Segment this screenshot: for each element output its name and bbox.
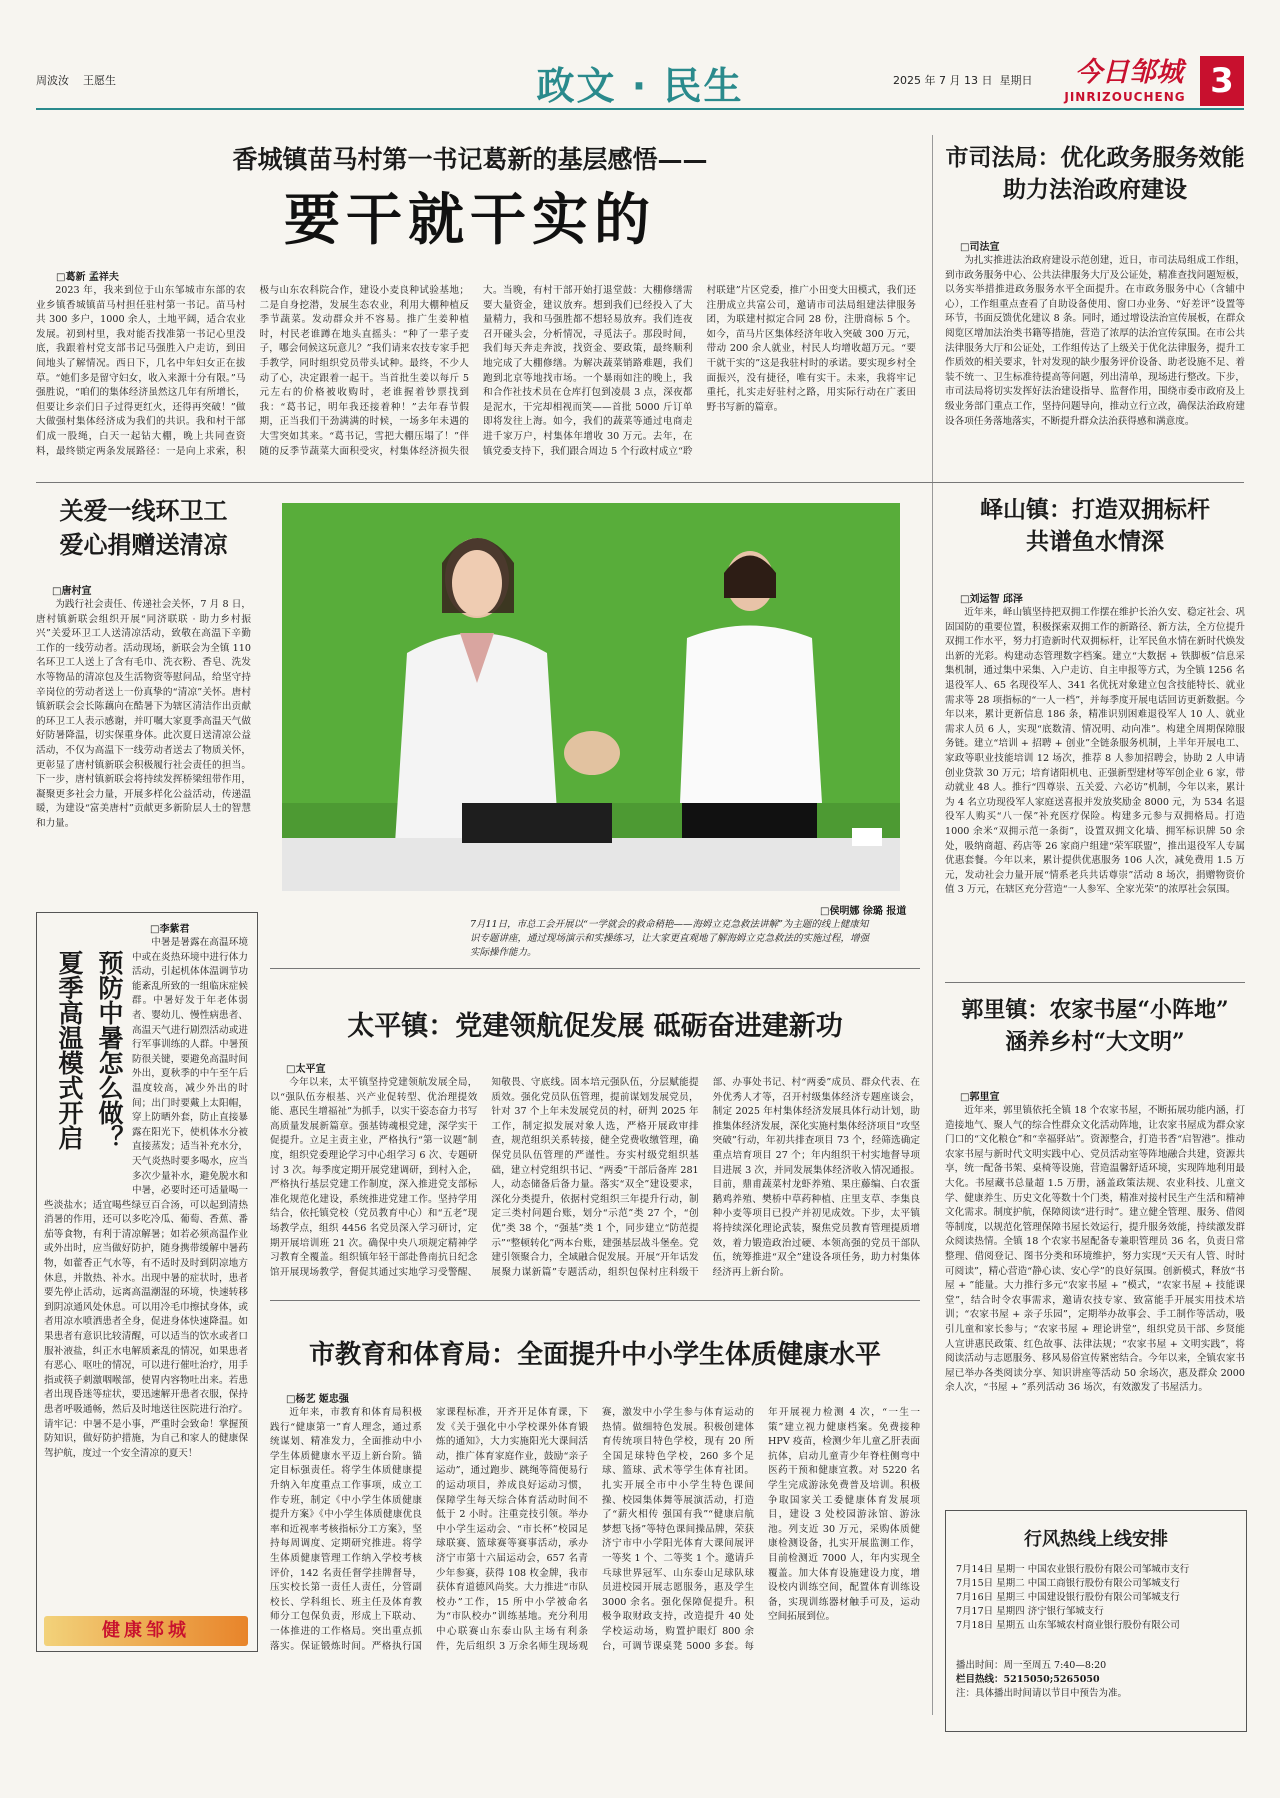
hotline-box	[945, 1510, 1247, 1732]
editor-name: 周波汝	[36, 74, 69, 87]
hotline-date: 7月16日	[956, 1592, 994, 1603]
heatstroke-title-spacer	[44, 936, 132, 1196]
hotline-broadcast-time: 播出时间：周一至周五 7:40—8:20	[956, 1660, 1107, 1671]
newspaper-logo-en: JINRIZOUCHENG	[1064, 90, 1186, 104]
fengshan-title	[945, 494, 1245, 558]
sanitation-title-line1: 关爱一线环卫工	[59, 496, 228, 525]
fengshan-byline: □刘运智 邱泽	[960, 594, 1023, 605]
library-title-line1: 郭里镇：农家书屋“小阵地”	[961, 997, 1229, 1023]
heatstroke-title-b: 夏季高温模式开启	[55, 950, 84, 1150]
judicial-title-line1: 市司法局：优化政务服务效能	[945, 144, 1245, 171]
fengshan-body	[945, 606, 1245, 978]
section-rule-3	[945, 982, 1245, 983]
education-body	[270, 1406, 920, 1726]
issue-weekday: 星期日	[999, 74, 1033, 87]
hotline-org: 中国农业银行股份有限公司邹城市支行	[1027, 1564, 1190, 1575]
hotline-note: 注：具体播出时间请以节目中预告为准。	[956, 1688, 1128, 1699]
lead-body-text: 2023 年，我来到位于山东邹城市东部的农业乡镇香城镇苗马村担任驻村第一书记。苗马村共 300 多户，1000 余人，土地平阔，适合农业发展。初到村里，我对能否找准第一书记心里没底，我跟着村党支部书记马强胜入户走访，到田间地头了解情况。西日下，几名中年妇女正在拔草。“她们多是留守妇女，收入来源十分有限。”马强胜说，“咱们的集体经济虽然这几年有所增长，但要让乡亲们日子过得更红火，还得再突破！”做大做强村集体经济成为我们的共识。我和村干部们成一股绳，白天一起钻大棚，晚上共同查资料，最终锁定两条发展路径：一是向上求索，积极与山东农科院合作，建设小麦良种试验基地；二是自身挖潜，发展生态农业，利用大棚种植反季节蔬菜。发动群众并不容易。推广生姜种植时，村民老谁蹲在地头直摇头：“种了一辈子麦子，哪会伺候这玩意儿？”我们请来农技专家手把手教学，同时组织党员带头试种。最终，不少人动了心，决定跟着一起干。当首批生姜以每斤 5 元左右的价格被收购时，老谁握着钞票找到我：“葛书记，明年我还接着种！”去年春节假期，正当我们干劲满满的时候，一场多年未遇的大雪突如其来。“葛书记，雪把大棚压塌了！”伴随的反季节蔬菜大面积受灾，村集体经济损失很大。当晚，有村干部开始打退堂鼓：大棚修缮需要大量资金，建议放弃。想到我们已经投入了大量精力，我和马强胜都不想轻易放弃。我们连夜召开碰头会，分析情况，寻觅法子。那段时间，我们每天奔走奔波，找资金、要政策，最终顺利地完成了大棚修缮。为解决蔬菜销路难题，我们跑到北京等地找市场。一个暴雨如注的晚上，我和合作社技术员在仓库打包到凌晨 3 点，深夜都是泥水，干完却相视而笑——首批 5000 斤订单即将发往上海。如今，我们的蔬菜等通过电商走进千家万户，村集体年增收 30 万元。去年，在镇党委支持下，我们跟合周边 5 个行政村成立“聆村联建”片区党委，推广小田变大田模式，我们还注册成立共富公司，邀请市司法局组建法律服务团，为联建村拟定合同 28 份，注册商标 5 个。如今，苗马片区集体经济年收入突破 300 万元，带动 200 余人就业，村民人均增收超万元。“要干就干实的”这是我驻村时的承诺。要实现乡村全面振兴，没有捷径，唯有实干。未来，我将牢记重托，扎实走好驻村之路，用实际行动在广袤田野书写新的篇章。	[36, 285, 916, 457]
hotline-date: 7月14日	[956, 1564, 994, 1575]
lecture-photo	[282, 503, 900, 891]
hotline-row	[956, 1577, 1236, 1591]
judicial-body	[945, 254, 1245, 476]
section-title: 政文 · 民生	[536, 64, 744, 108]
date-label	[893, 72, 1032, 88]
hotline-date: 7月18日	[956, 1620, 994, 1631]
lead-byline: □葛新 孟祥夫	[56, 272, 119, 283]
library-body-text: 近年来，郭里镇依托全镇 18 个农家书屋，不断拓展功能内涵，打造接地气、聚人气的综合性群众文化活动阵地，让农家书屋成为群众家门口的“文化粮仓”和“幸福驿站”。资源整合，打造书香“启智港”。推动农家书屋与新时代文明实践中心、党员活动室等阵地融合共建，资源共享，统一配备书架、桌椅等设施，营造温馨舒适环境，实现阵地利用最大化。书屋藏书总量超 1.5 万册，涵盖政策法规、农业科技、儿童文学、健康养生、历史文化等数十个门类，精准对接村民生产生活和精神文化需求。制度护航，保障阅读“进行时”。建立健全管理、服务、借阅等制度，以规范化管理保障书屋长效运行，提升服务效能，持续激发群众阅读热情。全镇 18 个农家书屋配备专兼职管理员 36 名，负责日常整理、借阅登记、图书分类和环境维护，努力实现“天天有人管、时时可阅读”，精心营造“静心读、安心学”的良好氛围。创新模式，释放“书屋 + ”能量。大力推行多元“农家书屋 + ”模式，“农家书屋 + 技能课堂”，结合时令农事需求，邀请农技专家、致富能手开展实用技术培训；“农家书屋 + 亲子乐园”，定期举办故事会、手工制作等活动，吸引儿童和家长参与；“农家书屋 + 理论讲堂”，组织党员干部、乡贤能人宣讲惠民政策、红色故事、法律法规；“农家书屋 + 文明实践”，将阅读活动与志愿服务、移风易俗宣传紧密结合。今年以来，全镇农家书屋已举办各类阅读分享、知识讲座等活动 50 余场次，惠及群众 2000 余人次，“书屋 + ”系列活动 36 场次，有效激发了书屋活力。	[945, 1105, 1245, 1394]
judicial-body-text: 为扎实推进法治政府建设示范创建，近日，市司法局组成工作组，到市政务服务中心、公共法律服务大厅及公证处，精准查找问题短板，以务实举措推进政务服务水平全面提升。在市政务服务中心（含辅中心），工作组重点查看了自助设备使用、窗口办业务、“好差评”设置等环节，书面反馈优化建议 8 条。同时，通过增设法治宣传展板，在群众阅览区增加法治类书籍等措施，营造了浓厚的法治宣传氛围。在市公共法律服务大厅和公证处，工作组传达了上级关于优化法律服务，提升工作质效的相关要求，针对发现的缺少服务评价设备、助老设施不足、着装不统一、卫生标准待提高等问题，列出清单，现场进行整改。下步，市司法局将切实发挥好法治建设指导、监督作用，围绕市委市政府及上级业务部门重点工作，坚持问题导向，推动立行立改，确保法治政府建设各项任务落地落实，不断提升群众法治获得感和满意度。	[945, 255, 1245, 427]
fengshan-body-text: 近年来，峄山镇坚持把双拥工作摆在维护长治久安、稳定社会、巩固国防的重要位置，积极探索双拥工作的新路径、新方法，全方位提升双拥工作水平，努力打造新时代双拥标杆，让军民鱼水情在新时代焕发出新的光彩。构建动态管理数字档案。建立“大数据 + 铁脚板”信息采集机制，通过集中采集、入户走访、自主申报等方式，为全镇 1256 名退役军人、65 名现役军人、341 名优抚对象建立包含技能特长、就业需求等 28 项指标的“一人一档”，并每季度开展电话回访更新数据。今年以来，累计更新信息 186 条，精准识别困难退役军人 10 人、就业需求人员 6 人，实现“底数清、情况明、动向准”。构建全周期保障服务链。建立“培训 + 招聘 + 创业”全链条服务机制，上半年开展电工、家政等职业技能培训 12 场次，推荐 8 人参加招聘会，协助 2 人申请创业贷款 30 万元；培育诸阳机电、正强新型建材等军创企业 6 家，带动就业 48 人。推行“四尊崇、五关爱、六必访”机制，今年以来，累计为 4 名立功现役军人家庭送喜报并发放奖励金 8000 元，为 534 名退役军人购买“八一保”补充医疗保险。构建多元参与双拥格局。打造 1000 余米“双拥示范一条街”，设置双拥文化墙、拥军标识牌 50 余处，吸纳商超、药店等 26 家商户组建“荣军联盟”，推出退役军人专属优惠套餐。今年以来，累计提供优惠服务 106 人次，减免费用 1.5 万元，发动社会力量开展“情系老兵共话尊崇”活动 8 场次，捐赠物资价值 3 万元，在辖区充分营造“一人参军、全家光荣”的浓厚社会氛围。	[945, 607, 1245, 896]
section-rule-1	[36, 482, 1244, 483]
header-rule	[36, 108, 1244, 110]
sanitation-title	[36, 494, 251, 562]
hotline-org: 济宁银行邹城支行	[1027, 1606, 1104, 1617]
sanitation-byline: □唐村宣	[52, 586, 92, 597]
hotline-date: 7月17日	[956, 1606, 994, 1617]
health-zoucheng-logo: 健康邹城	[44, 1616, 248, 1646]
heatstroke-body-text: 中暑是暑露在高温环境中或在炎热环境中进行体力活动，引起机体体温调节功能紊乱所致的一组临床症候群。中暑好发于年老体弱者、婴幼儿、慢性病患者、高温天气进行剧烈活动或进行军事训练的人群。中暑预防很关键，要避免高温时间外出，夏秋季的中午至午后温度较高，减少外出的时间；出门时要戴上太阳帽，穿上防晒外套，防止直接暴露在阳光下，使机体水分被直接蒸发；适当补充水分，天气炎热时要多喝水，应当多次少量补水，避免脱水和中暑，必要时还可适量喝一些淡盐水；适宜喝些绿豆百合汤，可以起到清热消暑的作用，还可以多吃冷瓜、葡萄、香蕉、番茄等食物，有利于清凉解暑；如若必须高温作业或外出时，应当做好防护，随身携带缓解中暑药物，如藿香正气水等，有不适时及时到阴凉地方休息，并散热、补水。出现中暑的症状时，患者要先停止活动，远离高温潮湿的环境，快速转移到阴凉通风处休息。可以用冷毛巾擦拭身体，或者用凉水喷洒患者全身，促进身体快速降温。如果患者有意识比较清醒，可以适当的饮水或者口服补液盐，纠正水电解质紊乱的情况，如果患者有恶心、呕吐的情况，可以进行催吐治疗，用手指或筷子刺激咽喉部，使胃内容物吐出来。若患者出现昏迷等症状，要迅速解开患者衣服，保持患者呼吸通畅，然后及时地送往医院进行治疗。请牢记：中暑不是小事，严重时会致命！掌握预防知识，做好防护措施，为自己和家人的健康保驾护航，度过一个安全清凉的夏天！	[44, 937, 248, 1459]
section-rule-2	[270, 968, 920, 969]
hotline-row	[956, 1605, 1236, 1619]
taiping-body-text: 今年以来，太平镇坚持党建领航发展全局，以“强队伍夯根基、兴产业促转型、优治理提效能、惠民生增福祉”为抓手，以实干姿态奋力书写高质量发展新篇章。强基铸魂根党建，深学实干促提升。立足主责主业，严格执行“第一议题”制度，组织党委理论学习中心组学习 6 次、专题研讨 3 次。每季度定期开展党建调研，到村入企，严格执行基层党建工作制度，深入推进党支部标准化规范化建设，系统推进党建工作。坚持学用结合，依托镇党校（党员教育中心）和“五老”现场教学点，组织 4456 名党员深入学习研讨，定期开展培训班 21 次。确保中央八项规定精神学习教育全覆盖。组织镇年轻干部赴鲁南抗日纪念馆开展现场教学，督促其通过实地学习受警醒、知敬畏、守底线。固本培元强队伍，分层赋能提质效。强化党员队伍管理，提前谋划发展党员，针对 37 个上年未发展党员的村，研判 2025 年工作，制定拟发展对象人选，严格开展政审排查，规范组织关系转接，健全党费收缴管理，确保党员队伍管理的严谨性。夯实村级党组织基础，建立村党组织书记、“两委”干部后备库 281 人，动态储备后备力量。落实“双全”建设要求，深化分类提升，依据村党组织三年提升行动，制定三类村问题台账，划分“示范”类 27 个，“创优”类 38 个，“强基”类 1 个，同步建立“防范提示”“整顿转化”两本台账，建强基层战斗堡垒。党建引领聚合力，全域融合促发展。开展“开年话发展聚力谋新篇”专题活动，组织包保村庄科级干部、办事处书记、村“两委”成员、群众代表、在外优秀人才等，召开村级集体经济专题座谈会，制定 2025 年村集体经济发展具体行动计划，助推集体经济发展，深化实施村集体经济项目“攻坚突破”行动，年初共排查项目 73 个，经筛选确定重点培育项目 27 个；年内组织干村实地督导项目进展 3 次，并同发展集体经济收入情况通报。目前，鼎甫蔬菜村龙虾养殖、果庄藤编、白农蛋鹅鸡养殖、樊桥中草药种植、庄里支草、李集良种小麦等项目已投产并初见成效。下步，太平镇将持续深化理论武装，聚焦党员教育管理提质增效，着力锻造政治过硬、本领高强的党员干部队伍，统筹推进“双全”建设各项任务，助力村集体经济再上新台阶。	[270, 1077, 920, 1278]
photo-credit: □侯明娜 徐璐 报道	[820, 906, 907, 917]
judicial-title	[945, 142, 1245, 206]
hotline-row	[956, 1619, 1236, 1633]
taiping-body	[270, 1076, 920, 1290]
hotline-date: 7月15日	[956, 1578, 994, 1589]
heatstroke-title-a: 预防中暑怎么做？	[95, 950, 124, 1150]
issue-date: 2025 年 7 月 13 日	[893, 74, 993, 87]
hotline-org: 中国建设银行股份有限公司邹城支行	[1027, 1592, 1180, 1603]
sanitation-title-line2: 爱心捐赠送清凉	[59, 530, 228, 559]
lecture-photo-illustration	[282, 503, 900, 891]
heatstroke-body	[44, 936, 248, 1616]
taiping-byline: □太平宣	[286, 1064, 326, 1075]
hotline-day: 星期二	[996, 1578, 1025, 1589]
education-title: 市教育和体育局：全面提升中小学生体质健康水平	[308, 1340, 881, 1370]
hotline-title: 行风热线上线安排	[1024, 1529, 1168, 1550]
education-byline: □杨艺 姬忠强	[286, 1394, 349, 1405]
hotline-org: 山东邹城农村商业银行股份有限公司	[1027, 1620, 1180, 1631]
photo-caption: 7月11日，市总工会开展以“一学就会的救命稍艳——海姆立克急救法讲解”为主题的线上健康知识专题讲座，通过现场演示和实操练习，让大家更直观地了解海姆立克急救法的实施过程，增强实际操作能力。	[470, 919, 870, 958]
library-title-line2: 涵养乡村“大文明”	[1005, 1029, 1185, 1055]
hotline-org: 中国工商银行股份有限公司邹城支行	[1027, 1578, 1180, 1589]
fengshan-title-line2: 共谱鱼水情深	[1026, 528, 1164, 555]
hotline-phone: 栏目热线：5215050;5265050	[956, 1674, 1100, 1685]
judicial-byline: □司法宣	[960, 242, 1000, 253]
library-byline: □郭里宣	[960, 1092, 1000, 1103]
section-rule-4	[270, 1300, 920, 1301]
education-body-text: 近年来，市教育和体育局积极践行“健康第一”育人理念，通过系统谋划、精准发力，全面推动中小学生体质健康水平迈上新台阶。锚定目标强责任。将学生体质健康提升纳入年度重点工作事项，成立工作专班，制定《中小学生体质健康提升方案》《中小学生体质健康优良率和近视率考核指标分工方案》，坚持每周调度、定期研究推进。将学生体质健康管理工作纳入学校考核评价，142 名责任督学挂牌督导，压实校长第一责任人责任，分管副校长、学科组长、班主任及体育教师分工包保负责，形成上下联动、一体推进的工作格局。突出重点抓落实。保证锻炼时间。严格执行国家课程标准，开齐开足体育课，下发《关于强化中小学校课外体育锻炼的通知》，大力实施阳光大课间活动，推广体育家庭作业，鼓励“亲子运动”，通过跑步、跳绳等简便易行的运动项目，养成良好运动习惯，保障学生每天综合体育活动时间不低于 2 小时。注重竞技引领。举办中小学生运动会、“市长杯”校园足球联赛、篮球赛等赛事活动，承办济宁市第十六届运动会，657 名青少年参赛，获得 108 枚金牌，我市获体育道德风尚奖。大力推进“市队校办”工作，15 所中小学被命名为“市队校办”训练基地。充分利用中心联赛山东泰山队主场有利条件，先后组织 3 万余名师生现场观赛，激发中小学生参与体育运动的热情。做细特色发展。积极创建体育传统项目特色学校，现有 20 所全国足球特色学校，260 多个足球、篮球、武术等学生体育社团。扎实开展全市中小学生特色课间操、校园集体舞等展演活动，打造了“薪火相传 强国有我”“健康启航 梦想飞扬”等特色课间操品牌，荣获济宁市中小学阳光体育大课间展评一等奖 1 个、二等奖 1 个。邀请乒乓球世界冠军、山东泰山足球队球员进校园开展志愿服务，惠及学生 3000 余名。强化保障促提升。积极争取财政支持，改造提升 40 处学校运动场，购置护眼灯 800 余台，可调节课桌凳 5000 多套。每年开展视力检测 4 次，“一生一策”建立视力健康档案。免费接种 HPV 疫苗，检测少年儿童乙肝表面抗体，启动儿童青少年脊柱侧弯中医药干预和健康宣教。对 5220 名学生完成游泳免费普及培训。积极争取国家关工委健康体育发展项目，建设 3 处校园游泳馆、游泳池。列支近 30 万元，采购体质健康检测设备，扎实开展监测工作，目前检测近 7000 人，年内实现全覆盖。加大体育设施建设力度，增设校内训练空间，配置体育训练设备，实现训练器材触手可及，运动空间拓展到位。	[270, 1407, 920, 1652]
heatstroke-byline: □李紫君	[150, 924, 190, 935]
proofreader-name: 王愿生	[83, 74, 116, 87]
fengshan-title-line1: 峄山镇：打造双拥标杆	[980, 496, 1210, 523]
hotline-day: 星期三	[996, 1592, 1025, 1603]
lead-kicker: 香城镇苗马村第一书记葛新的基层感悟——	[232, 145, 708, 174]
hotline-row	[956, 1591, 1236, 1605]
sanitation-body-text: 为践行社会责任、传递社会关怀，7 月 8 日，唐村镇新联会组织开展“同济联联 · 助力乡村振兴”关爱环卫工人送清凉活动，致敬在高温下辛勤工作的一线劳动者。活动现场，新联会为全镇 110 名环卫工人送上了含有毛巾、洗衣粉、香皂、洗发水等物品的清凉包及生活物资等慰问品，给坚守持辛岗位的劳动者送上一份真挚的“清凉”关怀。唐村镇新联会会长陈藕向在酷暑下为辖区清洁作出贡献的环卫工人表示感谢，并叮嘱大家夏季高温天气做好防暑降温，切实保重身体。此次夏日送清凉公益活动，不仅为高温下一线劳动者送去了物质关怀，更彰显了唐村镇新联会积极履行社会责任的担当。下一步，唐村镇新联会将持续发挥桥梁纽带作用，凝聚更多社会力量，开展多样化公益活动，传递温暖，为建设“富美唐村”贡献更多新阶层人士的智慧和力量。	[36, 599, 251, 829]
column-divider-right	[932, 135, 933, 1715]
hotline-day: 星期五	[996, 1620, 1025, 1631]
hotline-day: 星期一	[996, 1564, 1025, 1575]
judicial-title-line2: 助力法治政府建设	[1003, 176, 1187, 203]
page-number: 3	[1200, 56, 1244, 106]
hotline-day: 星期四	[996, 1606, 1025, 1617]
lead-body	[36, 284, 916, 474]
hotline-row	[956, 1563, 1236, 1577]
lead-title: 要干就干实的	[284, 187, 656, 253]
editor-label	[36, 72, 116, 88]
hotline-schedule	[956, 1563, 1236, 1701]
taiping-title: 太平镇：党建领航促发展 砥砺奋进建新功	[347, 1011, 843, 1042]
sanitation-body	[36, 598, 251, 898]
library-title	[945, 994, 1245, 1058]
library-body	[945, 1104, 1245, 1494]
newspaper-logo: 今日邹城	[1075, 57, 1183, 88]
